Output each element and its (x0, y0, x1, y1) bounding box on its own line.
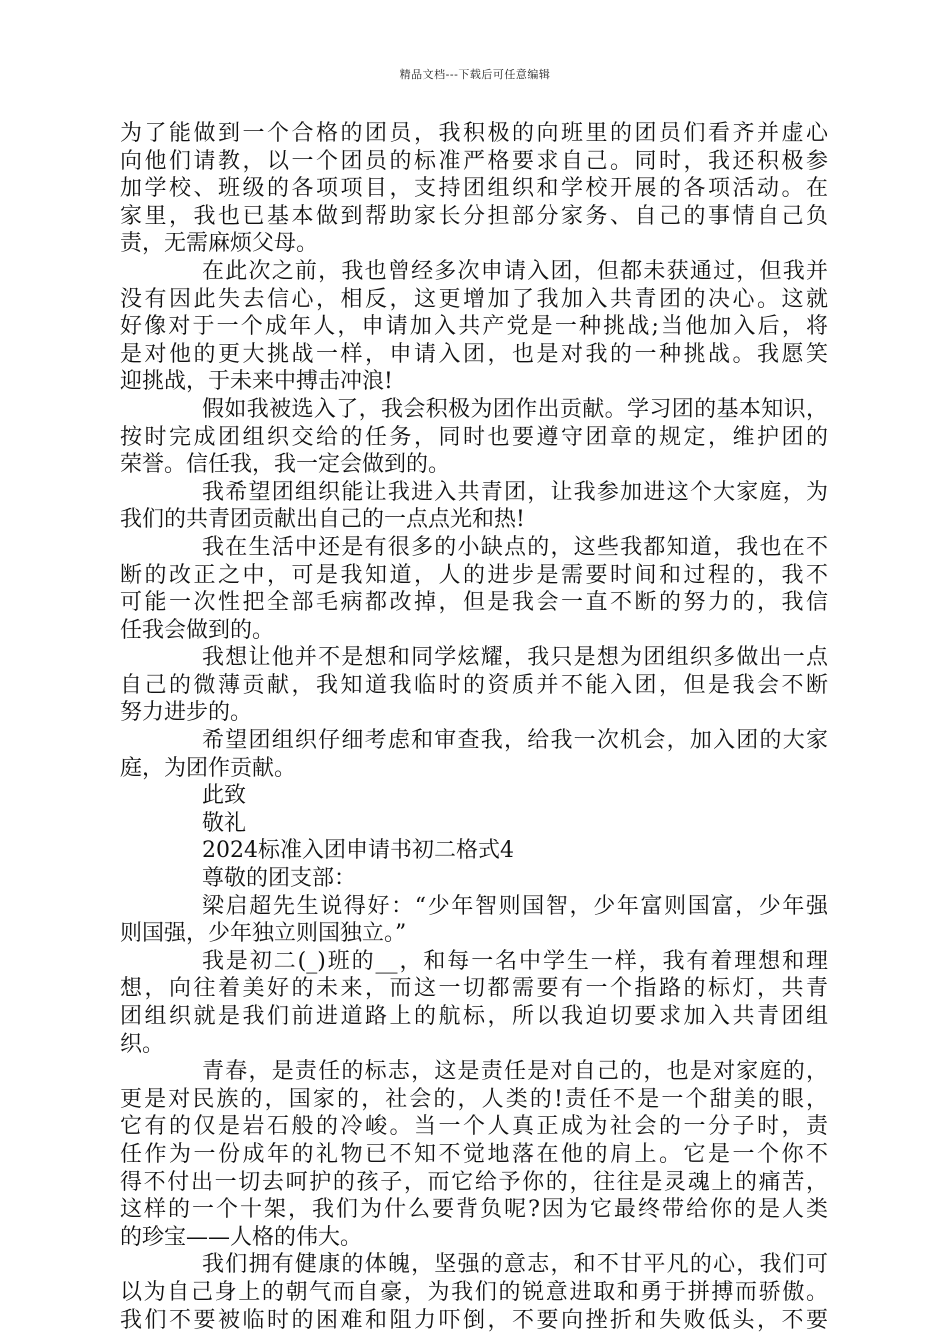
text-line: 此致 (202, 783, 247, 809)
text-line: 加学校、班级的各项项目，支持团组织和学校开展的各项活动。在 (120, 176, 828, 202)
paragraph (120, 644, 828, 727)
text-line: 家里，我也已基本做到帮助家长分担部分家务、自己的事情自己负 (120, 203, 828, 229)
paragraph (120, 782, 828, 810)
text-line: 我想让他并不是想和同学炫耀，我只是想为团组织多做出一点 (202, 645, 828, 671)
text-line: 青春，是责任的标志，这是责任是对自己的，也是对家庭的， (202, 1059, 828, 1085)
text-line: 任作为一份成年的礼物已不知不觉地落在他的肩上。它是一个你不 (120, 1141, 828, 1167)
text-line: 自己的微薄贡献，我知道我临时的资质并不能入团，但是我会不断 (120, 672, 828, 698)
text-line: 这样的一个十架，我们为什么要背负呢?因为它最终带给你的是人类 (120, 1197, 828, 1223)
paragraph (120, 1251, 828, 1334)
text-line: 我是初二(_)班的__，和每一名中学生一样，我有着理想和理 (202, 948, 828, 974)
text-line: 更是对民族的，国家的，社会的，人类的!责任不是一个甜美的眼， (120, 1086, 828, 1112)
page-header: 精品文档---下载后可任意编辑 (399, 68, 551, 81)
text-line: 断的改正之中，可是我知道，人的进步是需要时间和过程的，我不 (120, 562, 828, 588)
text-line: 希望团组织仔细考虑和审查我，给我一次机会，加入团的大家 (202, 728, 828, 754)
text-line: 好像对于一个成年人，申请加入共产党是一种挑战;当他加入后，将 (120, 314, 828, 340)
text-line: 迎挑战，于未来中搏击冲浪! (120, 369, 393, 395)
text-line: 的珍宝——人格的伟大。 (120, 1224, 363, 1250)
text-line: 努力进步的。 (120, 700, 253, 726)
text-line: 按时完成团组织交给的任务，同时也要遵守团章的规定，维护团的 (120, 424, 828, 450)
text-line: 可能一次性把全部毛病都改掉，但是我会一直不断的努力的，我信 (120, 590, 828, 616)
text-line: 梁启超先生说得好：“少年智则国智，少年富则国富，少年强 (202, 893, 828, 919)
document-body (120, 120, 828, 1334)
paragraph (120, 865, 828, 893)
paragraph (120, 727, 828, 782)
text-line: 尊敬的团支部： (202, 866, 357, 892)
paragraph (120, 120, 828, 258)
text-line: 它有的仅是岩石般的冷峻。当一个人真正成为社会的一分子时，责 (120, 1114, 828, 1140)
text-line: 庭，为团作贡献。 (120, 755, 297, 781)
paragraph (120, 479, 828, 534)
text-line: 我在生活中还是有很多的小缺点的，这些我都知道，我也在不 (202, 534, 828, 560)
paragraph (120, 258, 828, 396)
text-line: 我们不要被临时的困难和阻力吓倒，不要向挫折和失败低头，不要 (120, 1307, 828, 1333)
paragraph (120, 534, 828, 644)
paragraph (120, 1058, 828, 1251)
text-line: 我们拥有健康的体魄，坚强的意志，和不甘平凡的心，我们可 (202, 1252, 828, 1278)
text-line: 在此次之前，我也曾经多次申请入团，但都未获通过，但我并 (202, 258, 828, 284)
paragraph (120, 893, 828, 948)
text-line: 得不付出一切去呵护的孩子，而它给予你的，往往是灵魂上的痛苦， (120, 1169, 828, 1195)
text-line: 没有因此失去信心，相反，这更增加了我加入共青团的决心。这就 (120, 286, 828, 312)
text-line: 则国强，少年独立则国独立。” (120, 921, 407, 947)
text-line: 任我会做到的。 (120, 617, 275, 643)
text-line: 我们的共青团贡献出自己的一点点光和热! (120, 507, 525, 533)
text-line: 假如我被选入了，我会积极为团作出贡献。学习团的基本知识， (202, 396, 828, 422)
text-line: 敬礼 (202, 810, 247, 836)
text-line: 为了能做到一个合格的团员，我积极的向班里的团员们看齐并虚心 (120, 121, 828, 146)
paragraph (120, 810, 828, 838)
paragraph (120, 948, 828, 1058)
text-line: 团组织就是我们前进道路上的航标，所以我迫切要求加入共青团组 (120, 1004, 828, 1029)
text-line: 荣誉。信任我，我一定会做到的。 (120, 452, 451, 478)
text-line: 织。 (120, 1031, 165, 1057)
text-line: 是对他的更大挑战一样，申请入团，也是对我的一种挑战。我愿笑 (120, 341, 828, 367)
text-line: 2024标准入团申请书初二格式4 (202, 838, 514, 864)
paragraph (120, 396, 828, 479)
paragraph (120, 837, 828, 865)
text-line: 想，向往着美好的未来，而这一切都需要有一个指路的标灯，共青 (120, 976, 828, 1002)
text-line: 以为自己身上的朝气而自豪，为我们的锐意进取和勇于拼搏而骄傲。 (120, 1279, 828, 1305)
text-line: 我希望团组织能让我进入共青团，让我参加进这个大家庭，为 (202, 479, 828, 505)
text-line: 向他们请教，以一个团员的标准严格要求自己。同时，我还积极参 (120, 148, 828, 174)
text-line: 责，无需麻烦父母。 (120, 231, 319, 257)
